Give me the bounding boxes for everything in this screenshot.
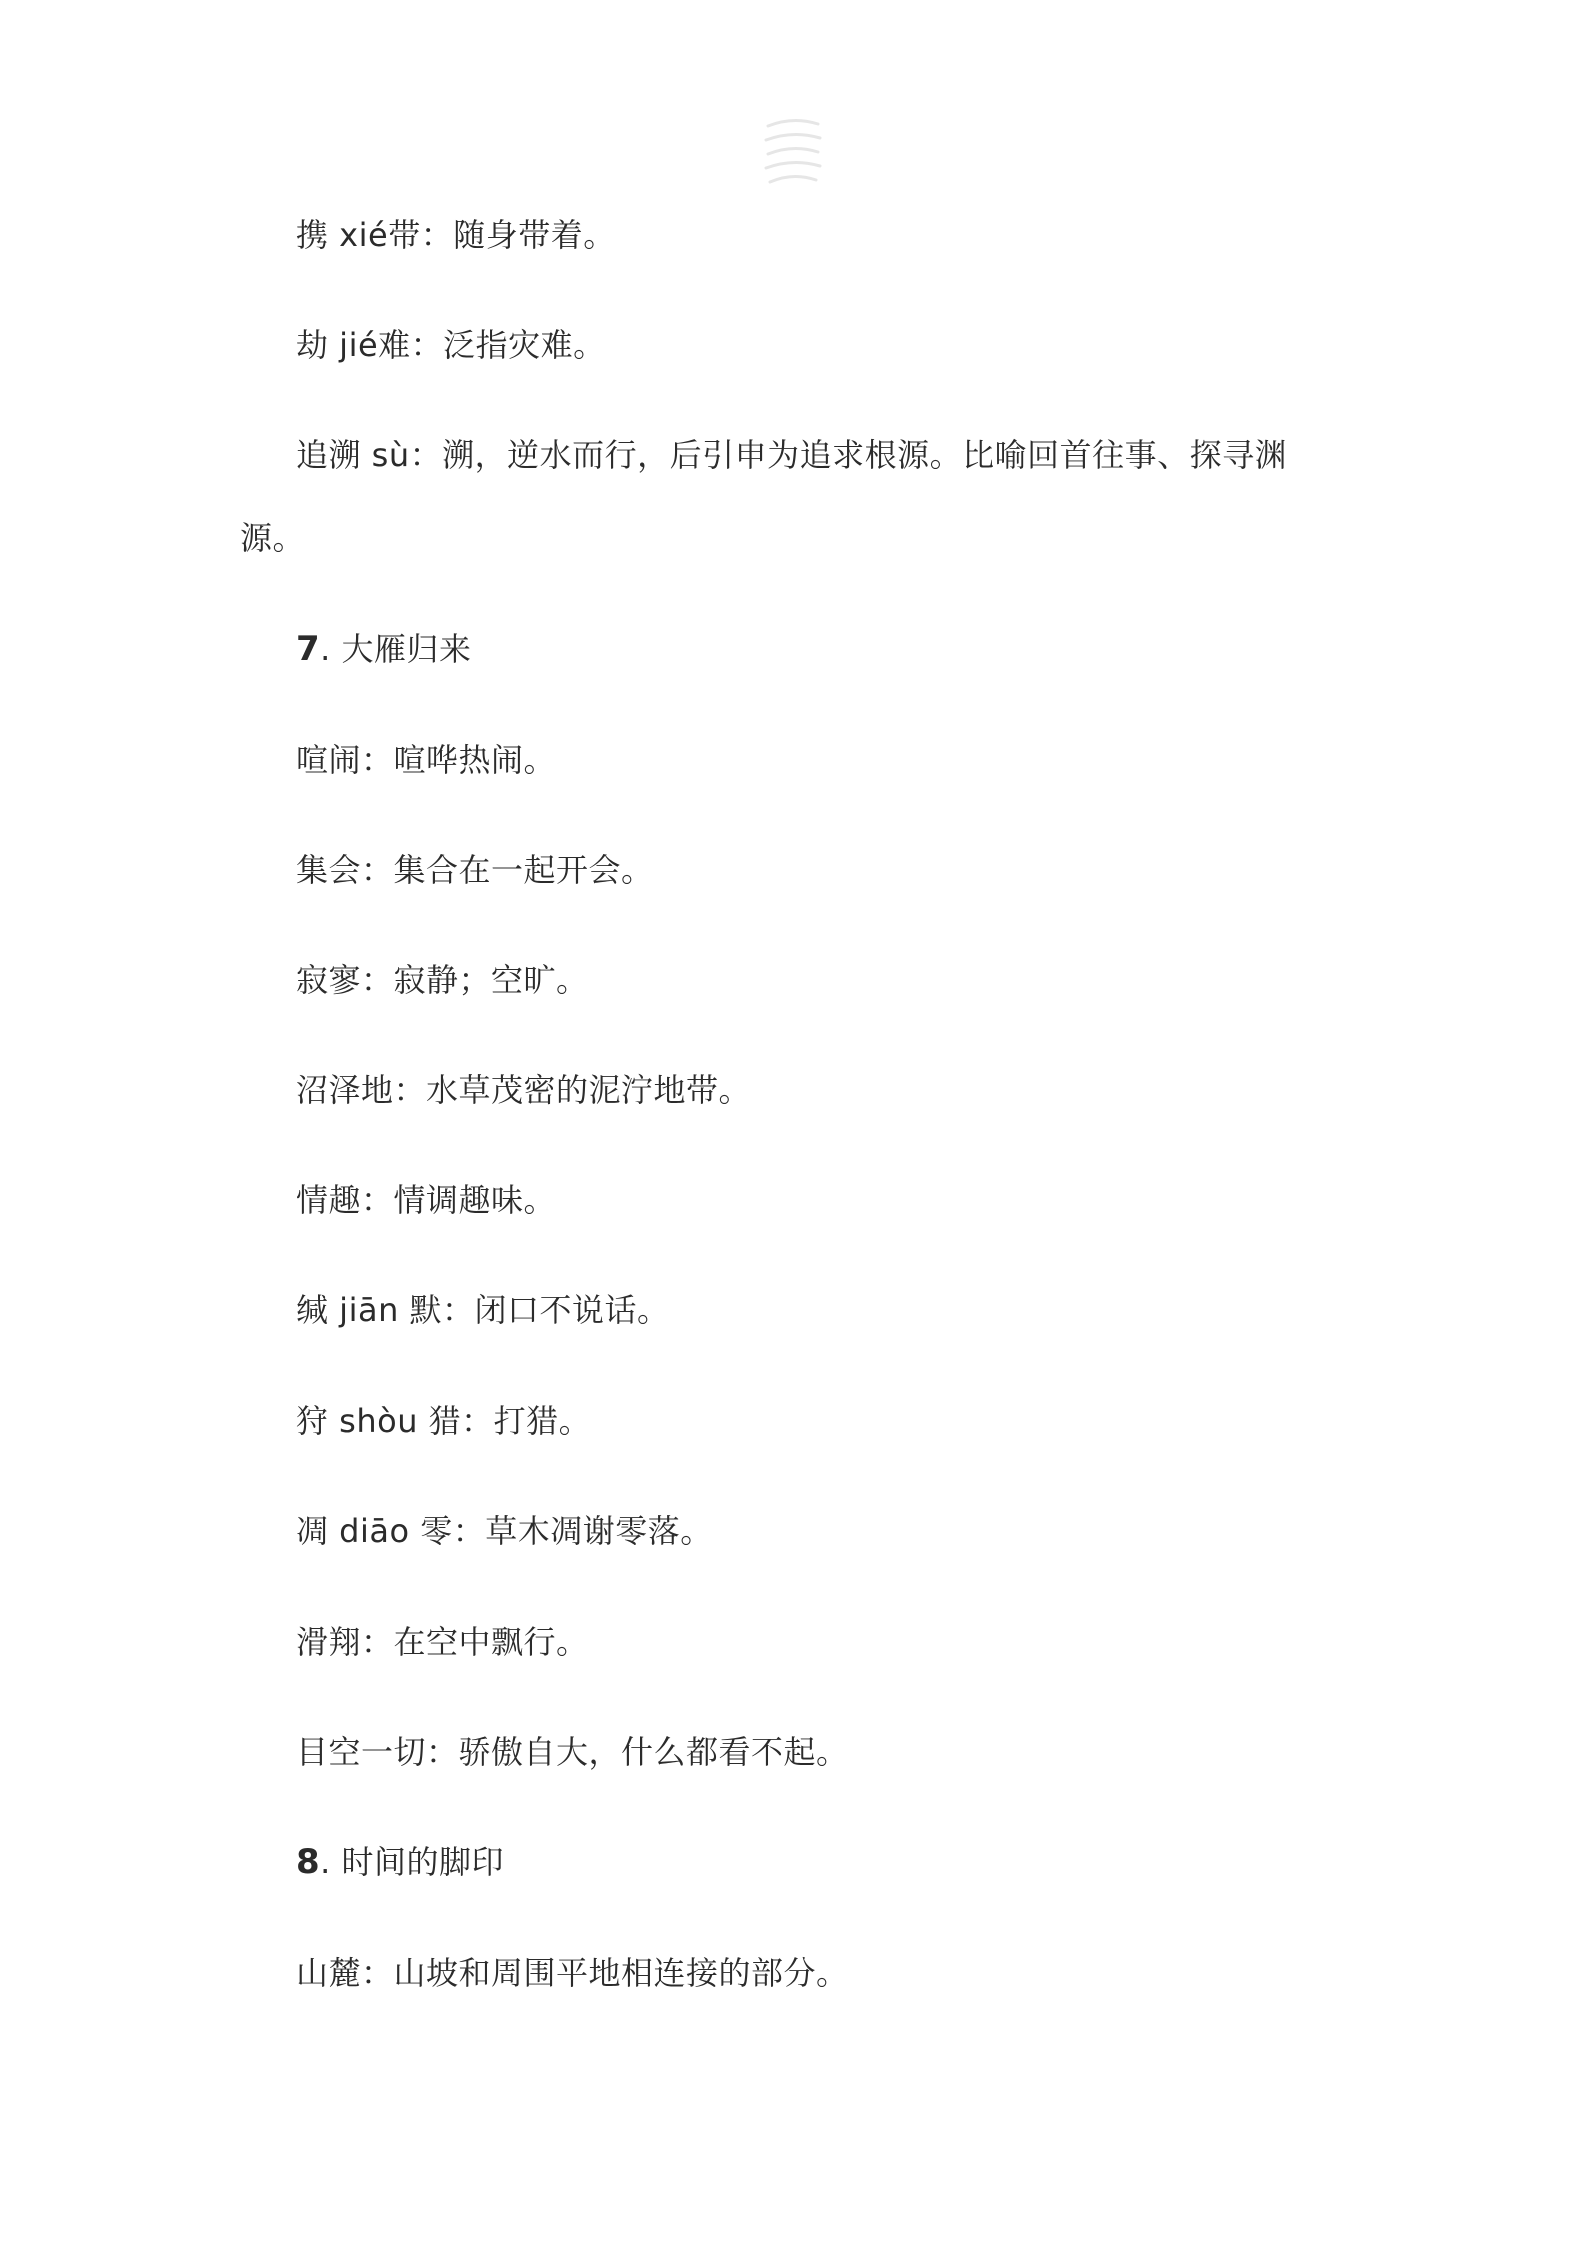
- vocab-entry-qingqu: 情趣：情调趣味。: [296, 1181, 557, 1219]
- vocab-entry-zhuisu: 追溯 sù：溯，逆水而行，后引申为追求根源。比喻回首往事、探寻渊: [296, 436, 1288, 474]
- vocab-entry-huaxiang: 滑翔：在空中飘行。: [296, 1623, 589, 1661]
- vocab-entry-jiliao: 寂寥：寂静；空旷。: [296, 961, 589, 999]
- vocab-entry-shoulie: 狩 shòu 猎：打猎。: [296, 1402, 592, 1440]
- vocab-entry-jianmo: 缄 jiān 默：闭口不说话。: [296, 1291, 670, 1329]
- vocab-entry-zhaozedi: 沼泽地：水草茂密的泥泞地带。: [296, 1071, 752, 1109]
- vocab-entry-zhuisu-continuation: 源。: [240, 519, 306, 557]
- section-heading-8: [296, 1842, 504, 1882]
- section-number: 7: [296, 629, 321, 669]
- vocab-entry-mukongyiqie: 目空一切：骄傲自大，什么都看不起。: [296, 1733, 849, 1771]
- vocab-entry-diaoling: 凋 diāo 零：草木凋谢零落。: [296, 1512, 713, 1550]
- vocab-entry-xiedai: 携 xié带：随身带着。: [296, 216, 616, 254]
- section-title: . 时间的脚印: [320, 1843, 505, 1881]
- vocab-entry-jienan: 劫 jié难：泛指灾难。: [296, 326, 606, 364]
- section-number: 8: [296, 1842, 321, 1882]
- section-title: . 大雁归来: [320, 630, 472, 668]
- vocab-entry-jihui: 集会：集合在一起开会。: [296, 851, 654, 889]
- vocab-entry-shanlu: 山麓：山坡和周围平地相连接的部分。: [296, 1954, 849, 1992]
- section-heading-7: [296, 629, 472, 669]
- watermark-logo-icon: [758, 112, 828, 192]
- vocab-entry-xuannao: 喧闹：喧哗热闹。: [296, 741, 557, 779]
